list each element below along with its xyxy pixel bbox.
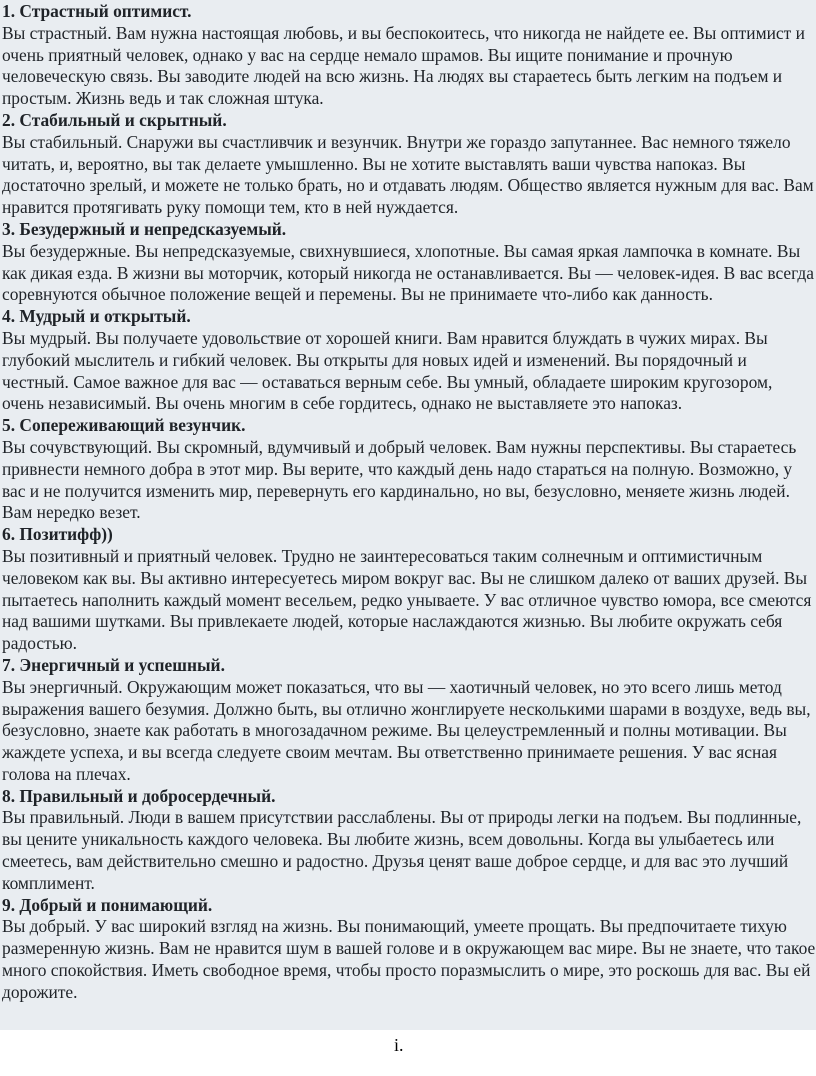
section-text: Вы сочувствующий. Вы скромный, вдумчивый и добрый человек. Вам нужны перспективы. Вы стараетесь привнести немного добра в этот мир. Вы верите, что каждый день надо стараться на полную. Возможно, у вас и не получится изменить мир, перевернуть его кардинально, но вы, безусловно, меняете жизнь людей. Вам нередко везет. — [2, 436, 797, 523]
section-text: Вы добрый. У вас широкий взгляд на жизнь. Вы понимающий, умеете прощать. Вы предпочитаете тихую размеренную жизнь. Вам не нравится шум в вашей голове и в окружающем вас мире. Вы не знаете, что такое много спокойствия. Иметь свободное время, чтобы просто поразмыслить о мире, это роскошь для вас. Вы ей дорожите. — [2, 916, 816, 1002]
section-text: Вы безудержные. Вы непредсказуемые, свихнувшиеся, хлопотные. Вы самая яркая лампочка в комнате. Вы как дикая езда. В жизни вы моторчик, который никогда не останавливается. Вы — человек-идея. В вас всегда соревнуются обычное положение вещей и перемены. Вы не принимаете что-либо как данность. — [2, 240, 814, 305]
section-title: 2. Стабильный и скрытный. — [2, 109, 227, 130]
section-title: 5. Сопереживающий везунчик. — [2, 415, 246, 436]
section-title: 1. Страстный оптимист. — [2, 1, 192, 21]
section-text: Вы мудрый. Вы получаете удовольствие от хорошей книги. Вам нравится блуждать в чужих мирах. Вы глубокий мыслитель и гибкий человек. Вы открыты для новых идей и изменений. Вы порядочный и честный. Самое важное для вас — оставаться верным себе. Вы умный, обладаете широким кругозором, очень независимый. Вы очень многим в себе гордитесь, однако не выставляете это напоказ. — [2, 327, 773, 414]
section-title: 8. Правильный и добросердечный. — [2, 785, 276, 806]
section-title: 7. Энергичный и успешный. — [2, 654, 225, 675]
section-title: 9. Добрый и понимающий. — [2, 894, 213, 915]
section-1 — [2, 1, 816, 110]
section-7 — [2, 655, 816, 786]
section-text: Вы страстный. Вам нужна настоящая любовь, и вы беспокоитесь, что никогда не найдете ее. Вы оптимист и очень приятный человек, однако у вас на сердце немало шрамов. Вы ищите понимание и прочную человеческую связь. Вы заводите людей на всю жизнь. На людях вы стараетесь быть легким на подъем и простым. Жизнь ведь и так сложная штука. — [2, 22, 805, 109]
section-text: Вы позитивный и приятный человек. Трудно не заинтересоваться таким солнечным и оптимистичным человеком как вы. Вы активно интересуетесь миром вокруг вас. Вы не слишком далеко от ваших друзей. Вы пытаетесь наполнить каждый момент весельем, редко унываете. У вас отличное чувство юмора, все смеются над вашими шутками. Вы привлекаете людей, которые наслаждаются жизнью. Вы любите окружать себя радостью. — [2, 545, 812, 654]
section-6 — [2, 524, 816, 655]
section-9 — [2, 895, 816, 1004]
section-4 — [2, 306, 816, 415]
section-text: Вы стабильный. Снаружи вы счастливчик и везунчик. Внутри же гораздо запутаннее. Вас немного тяжело читать, и, вероятно, вы так делаете умышленно. Вы не хотите выставлять ваши чувства напоказ. Вы достаточно зрелый, и можете не только брать, но и отдавать людям. Общество является нужным для вас. Вам нравится протягивать руку помощи тем, кто в ней нуждается. — [2, 131, 814, 218]
section-title: 3. Безудержный и непредсказуемый. — [2, 218, 287, 239]
section-8 — [2, 786, 816, 895]
section-2 — [2, 110, 816, 219]
section-title: 4. Мудрый и открытый. — [2, 306, 191, 327]
section-text: Вы энергичный. Окружающим может показаться, что вы — хаотичный человек, но это всего лишь метод выражения вашего безумия. Должно быть, вы отлично жонглируете несколькими шарами в воздухе, ведь вы, безусловно, знаете как работать в многозадачном режиме. Вы целеустремленный и полны мотивации. Вы жаждете успеха, и вы всегда следуете своим мечтам. Вы ответственно принимаете решения. У вас ясная голова на плечах. — [2, 676, 811, 784]
section-text: Вы правильный. Люди в вашем присутствии расслаблены. Вы от природы легки на подъем. Вы подлинные, вы цените уникальность каждого человека. Вы любите жизнь, всем довольны. Когда вы улыбаетесь или смеетесь, вам действительно смешно и радостно. Друзья ценят ваше доброе сердце, и для вас это лучший комплимент. — [2, 807, 802, 893]
section-5 — [2, 415, 816, 524]
page-footer-mark: i. — [394, 1035, 404, 1055]
section-3 — [2, 219, 816, 306]
section-title: 6. Позитифф)) — [2, 524, 113, 545]
